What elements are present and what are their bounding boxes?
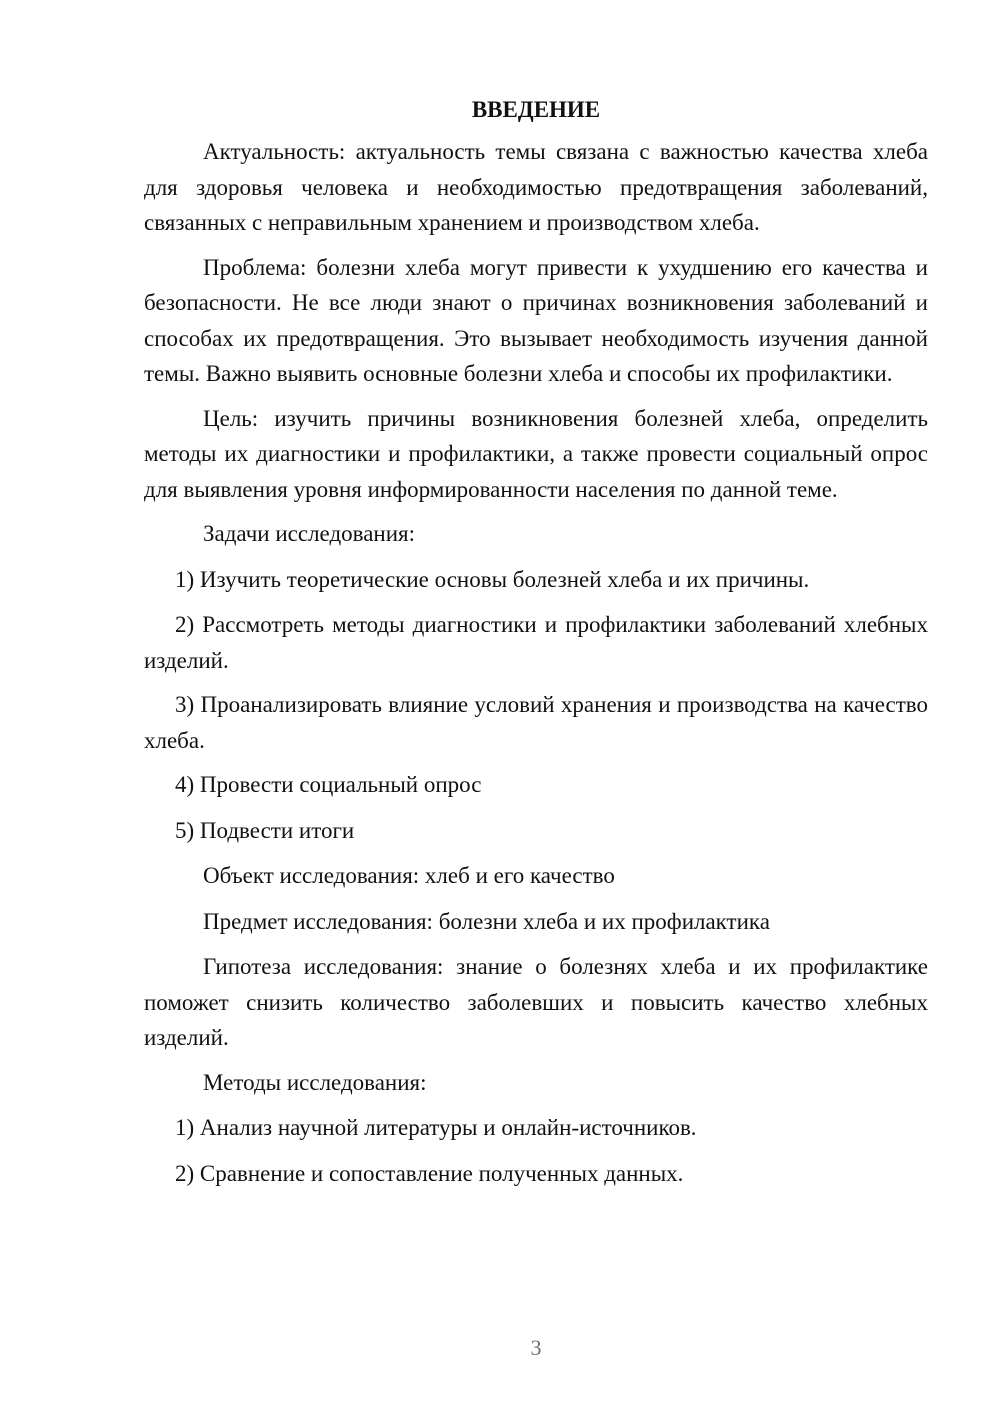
task-item-3: 3) Проанализировать влияние условий хранения и производства на качество хлеба. (144, 692, 928, 753)
task-item-4: 4) Провести социальный опрос (175, 772, 482, 797)
research-subject: Предмет исследования: болезни хлеба и их профилактика (203, 908, 770, 934)
tasks-heading: Задачи исследования: (203, 521, 416, 546)
research-object: Объект исследования: хлеб и его качество (203, 863, 615, 888)
task-item-5: 5) Подвести итоги (175, 817, 355, 843)
relevance-paragraph: Актуальность: актуальность темы связана с важностью качества хлеба для здоровья человека и необходимостью предотвращения заболеваний, связанных с неправильным хранением и производством хлеба. (144, 139, 928, 235)
task-item-1: 1) Изучить теоретические основы болезней хлеба и их причины. (175, 566, 810, 592)
page-number: 3 (530, 1335, 542, 1360)
task-item-2: 2) Рассмотреть методы диагностики и профилактики заболеваний хлебных изделий. (144, 612, 928, 673)
method-item-1: 1) Анализ научной литературы и онлайн-источников. (175, 1115, 697, 1140)
research-hypothesis: Гипотеза исследования: знание о болезнях хлеба и их профилактике поможет снизить количество заболевших и повысить качество хлебных изделий. (144, 954, 928, 1050)
method-item-2: 2) Сравнение и сопоставление полученных данных. (175, 1160, 684, 1186)
methods-heading: Методы исследования: (203, 1069, 427, 1095)
problem-paragraph: Проблема: болезни хлеба могут привести к ухудшению его качества и безопасности. Не все люди знают о причинах возникновения заболеваний и способах их предотвращения. Это вызывает необходимость изучения данной темы. Важно выявить основные болезни хлеба и способы их профилактики. (144, 254, 928, 386)
page-title: ВВЕДЕНИЕ (471, 97, 601, 122)
document-content (144, 92, 928, 1201)
goal-paragraph: Цель: изучить причины возникновения болезней хлеба, определить методы их диагностики и профилактики, а также провести социальный опрос для выявления уровня информированности населения по данной теме. (144, 405, 928, 502)
